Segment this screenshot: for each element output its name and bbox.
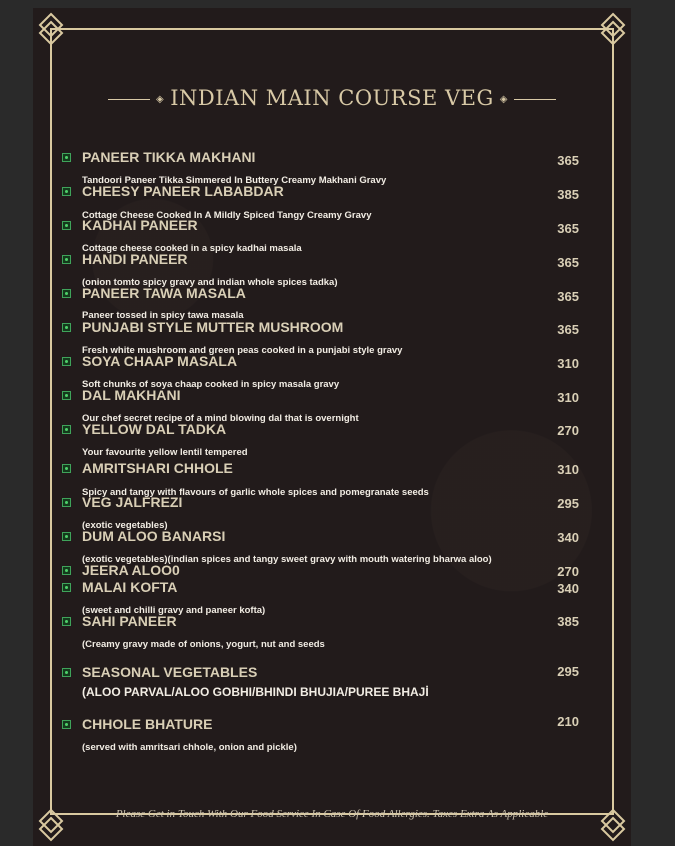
veg-indicator-icon (62, 720, 71, 729)
item-price: 270 (557, 564, 579, 579)
item-price: 365 (557, 289, 579, 304)
item-description: (onion tomto spicy gravy and indian whole spices tadka) (82, 277, 338, 288)
item-price: 340 (557, 530, 579, 545)
item-name: VEG JALFREZI (82, 494, 183, 510)
veg-indicator-icon (62, 289, 71, 298)
corner-ornament-icon (38, 12, 64, 46)
menu-page (33, 8, 631, 846)
item-description: Cottage cheese cooked in a spicy kadhai masala (82, 243, 302, 254)
item-name: CHHOLE BHATURE (82, 716, 213, 732)
item-price: 310 (557, 356, 579, 371)
item-description: Cottage Cheese Cooked In A Mildly Spiced Tangy Creamy Gravy (82, 210, 372, 221)
item-description: (sweet and chilli gravy and paneer kofta) (82, 605, 266, 616)
item-name: PANEER TIKKA MAKHANI (82, 149, 256, 165)
veg-indicator-icon (62, 668, 71, 677)
item-name: DUM ALOO BANARSI (82, 528, 226, 544)
item-description: (served with amritsari chhole, onion and pickle) (82, 742, 297, 753)
veg-indicator-icon (62, 153, 71, 162)
item-name: YELLOW DAL TADKA (82, 421, 227, 437)
item-description: Spicy and tangy with flavours of garlic whole spices and pomegranate seeds (82, 487, 429, 498)
item-description: (exotic vegetables)(indian spices and tangy sweet gravy with mouth watering bharwa aloo) (82, 554, 492, 565)
item-price: 310 (557, 390, 579, 405)
item-price: 295 (557, 664, 579, 679)
item-name: PANEER TAWA MASALA (82, 285, 246, 301)
veg-indicator-icon (62, 498, 71, 507)
veg-indicator-icon (62, 255, 71, 264)
item-description: (ALOO PARVAL/ALOO GOBHI/BHINDI BHUJIA/PUREE BHAJİ (82, 685, 429, 699)
item-description: (exotic vegetables) (82, 520, 168, 531)
veg-indicator-icon (62, 617, 71, 626)
item-description: (Creamy gravy made of onions, yogurt, nut and seeds (82, 639, 325, 650)
corner-ornament-icon (600, 12, 626, 46)
item-name: HANDI PANEER (82, 251, 188, 267)
diamond-icon: ◈ (499, 94, 508, 105)
item-price: 365 (557, 221, 579, 236)
item-name: DAL MAKHANI (82, 387, 181, 403)
item-price: 210 (557, 714, 579, 729)
item-description: Fresh white mushroom and green peas cooked in a punjabi style gravy (82, 345, 403, 356)
item-price: 365 (557, 255, 579, 270)
item-price: 310 (557, 462, 579, 477)
veg-indicator-icon (62, 425, 71, 434)
veg-indicator-icon (62, 357, 71, 366)
veg-indicator-icon (62, 583, 71, 592)
item-name: KADHAI PANEER (82, 217, 198, 233)
veg-indicator-icon (62, 187, 71, 196)
item-name: JEERA ALOO0 (82, 562, 180, 578)
footer-note: Please Get in Touch With Our Food Service In Case Of Food Allergies. Taxes Extra As Applicable (115, 808, 549, 820)
item-description: Tandoori Paneer Tikka Simmered In Buttery Creamy Makhani Gravy (82, 175, 387, 186)
veg-indicator-icon (62, 323, 71, 332)
item-description: Your favourite yellow lentil tempered (82, 447, 248, 458)
item-description: Paneer tossed in spicy tawa masala (82, 310, 244, 321)
item-price: 340 (557, 581, 579, 596)
veg-indicator-icon (62, 221, 71, 230)
item-price: 295 (557, 496, 579, 511)
item-name: SOYA CHAAP MASALA (82, 353, 238, 369)
item-price: 365 (557, 153, 579, 168)
item-price: 365 (557, 322, 579, 337)
item-name: PUNJABI STYLE MUTTER MUSHROOM (82, 319, 344, 335)
item-name: SAHI PANEER (82, 613, 177, 629)
title-text: INDIAN MAIN COURSE VEG (170, 86, 494, 110)
item-name: SEASONAL VEGETABLES (82, 664, 258, 680)
item-description: Soft chunks of soya chaap cooked in spicy masala gravy (82, 379, 340, 390)
veg-indicator-icon (62, 464, 71, 473)
veg-indicator-icon (62, 532, 71, 541)
item-price: 385 (557, 614, 579, 629)
veg-indicator-icon (62, 391, 71, 400)
divider (108, 99, 150, 101)
diamond-icon: ◈ (156, 94, 165, 105)
item-name: AMRITSHARI CHHOLE (82, 460, 233, 476)
item-price: 385 (557, 187, 579, 202)
divider (514, 99, 556, 101)
item-name: MALAI KOFTA (82, 579, 178, 595)
veg-indicator-icon (62, 566, 71, 575)
item-name: CHEESY PANEER LABABDAR (82, 183, 284, 199)
page-title (33, 86, 631, 110)
item-description: Our chef secret recipe of a mind blowing dal that is overnight (82, 413, 359, 424)
item-price: 270 (557, 423, 579, 438)
